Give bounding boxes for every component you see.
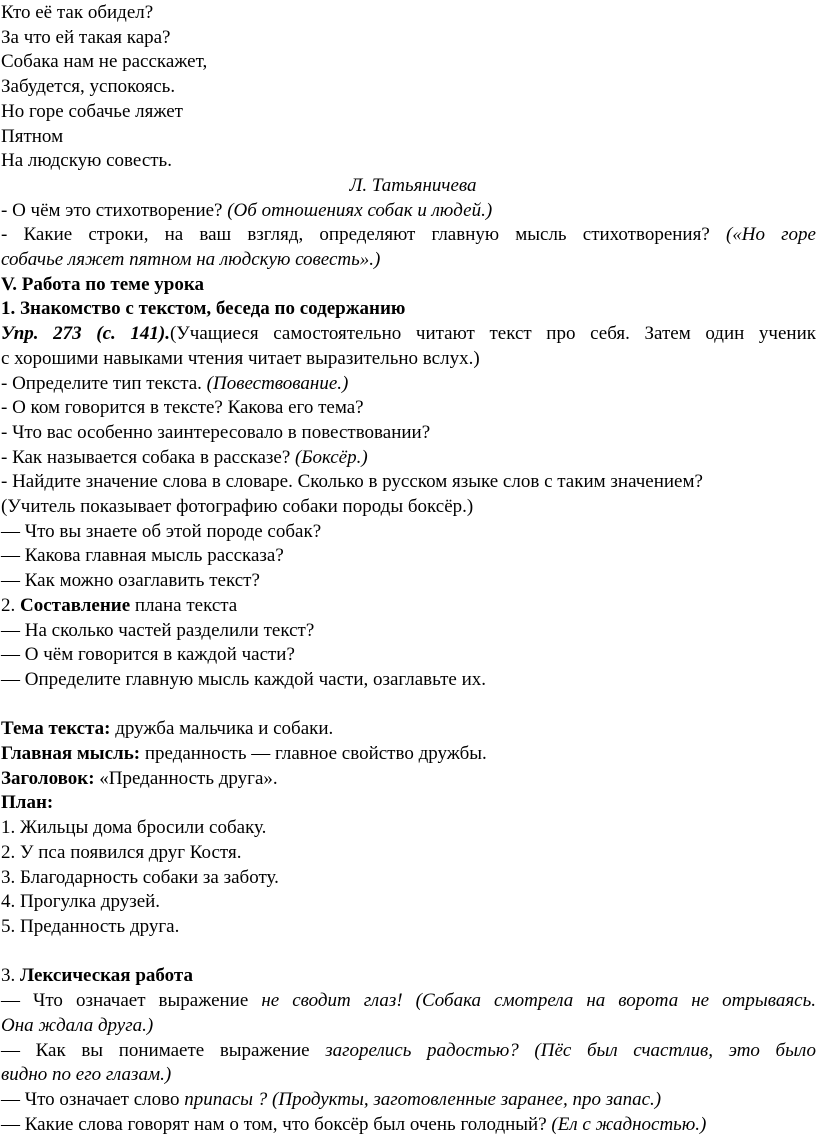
subsection-heading (0, 964, 816, 989)
question-text: — Какие слова говорят нам о том, что боксёр был очень голодный? (1, 1113, 552, 1135)
question-line: — Что вы знаете об этой породе собак? (1, 520, 322, 542)
poem-question-1 (0, 199, 816, 224)
poem-line: Но горе собачье ляжет (1, 100, 183, 122)
question-answer: (Повествование.) (206, 372, 349, 394)
question-text: - Какие строки, на ваш взгляд, определяют главную мысль стихотворения? (1, 224, 726, 246)
subsection-label: Лексическая работа (20, 965, 193, 987)
question-answer: (Боксёр.) (295, 446, 368, 468)
plan-item: 5. Преданность друга. (1, 916, 180, 937)
question-line-cont: Она ждала друга.) (1, 1014, 154, 1036)
question-answer: (Об отношениях собак и людей.) (227, 199, 493, 221)
question-line: - О ком говорится в тексте? Какова его тема? (1, 397, 364, 419)
plan-item: 3. Благодарность собаки за заботу. (1, 866, 279, 888)
poem-line: Забудется, успокоясь. (1, 76, 176, 98)
poem-line: Собака нам не расскажет, (1, 51, 208, 73)
poem-line: Пятном (1, 125, 64, 147)
poem-question-2-cont: собачье ляжет пятном на людскую совесть».) (1, 249, 381, 271)
summary-idea (0, 742, 816, 767)
subsection-label: Составление (20, 594, 131, 616)
question-line (0, 1039, 816, 1064)
exercise-line-cont: с хорошими навыками чтения читает выразительно вслух.) (1, 347, 480, 369)
question-text: — Что означает слово (1, 1088, 185, 1110)
plan-item: 2. У пса появился друг Костя. (1, 841, 242, 863)
plan-item: 4. Прогулка друзей. (1, 891, 161, 913)
question-line: — Как можно озаглавить текст? (1, 570, 260, 592)
spacer (0, 940, 816, 965)
exercise-ref: Упр. 273 (с. 141). (1, 323, 170, 345)
question-line: - Что вас особенно заинтересовало в повествовании? (1, 421, 431, 443)
subsection-label-rest: плана текста (130, 594, 238, 616)
question-line: - Найдите значение слова в словаре. Сколько в русском языке слов с таким значением? (1, 471, 703, 493)
summary-label: Заголовок: (1, 767, 95, 789)
question-term: припасы ? (Продукты, заготовленные заранее, про запас.) (184, 1088, 662, 1110)
section-heading: V. Работа по теме урока (1, 273, 205, 295)
summary-label: Тема текста: (1, 718, 111, 740)
question-term: (Ел с жадностью.) (551, 1113, 707, 1135)
summary-title (0, 767, 816, 792)
poem (0, 1, 816, 199)
question-text: — Что означает выражение (1, 990, 262, 1012)
poem-author: Л. Татьяничева (349, 174, 477, 196)
question-line-cont: видно по его глазам.) (1, 1064, 172, 1086)
summary-value: преданность — главное свойство дружбы. (140, 743, 487, 765)
question-line (0, 372, 816, 397)
subsection-heading (0, 594, 816, 619)
plan-item: 1. Жильцы дома бросили собаку. (1, 817, 267, 839)
poem-line: Кто её так обидел? (1, 2, 154, 23)
poem-line: За что ей такая кара? (1, 26, 171, 48)
exercise-text: (Учащиеся самостоятельно читают текст про себя. Затем один ученик (169, 323, 816, 345)
question-line: — Какова главная мысль рассказа? (1, 545, 284, 567)
question-line: — Определите главную мысль каждой части, озаглавьте их. (1, 668, 486, 690)
question-answer: («Но горе (725, 224, 816, 246)
spacer (0, 693, 816, 718)
poem-line: На людскую совесть. (1, 150, 172, 172)
question-text: - Определите тип текста. (1, 372, 207, 394)
subsection-heading: 1. Знакомство с текстом, беседа по содержанию (1, 298, 406, 320)
question-text: - О чём это стихотворение? (1, 199, 228, 221)
question-line (0, 1088, 816, 1113)
question-line (0, 446, 816, 471)
plan-label: План: (1, 792, 54, 814)
question-line (0, 989, 816, 1014)
teacher-note: (Учитель показывает фотографию собаки породы боксёр.) (1, 496, 474, 518)
subsection-number: 2. (1, 594, 20, 616)
poem-question-2 (0, 223, 816, 248)
document-page (0, 1, 816, 1137)
summary-value: «Преданность друга». (94, 767, 278, 789)
summary-value: дружба мальчика и собаки. (110, 718, 334, 740)
question-text: - Как называется собака в рассказе? (1, 446, 296, 468)
question-text: — Как вы понимаете выражение (1, 1039, 326, 1061)
summary-theme (0, 717, 816, 742)
subsection-number: 3. (1, 965, 20, 987)
question-term: загорелись радостью? (Пёс был счастлив, это было (325, 1039, 816, 1061)
question-line: — На сколько частей разделили текст? (1, 619, 315, 641)
question-line: — О чём говорится в каждой части? (1, 644, 295, 666)
question-term: не сводит глаз! (Собака смотрела на ворота не отрываясь. (261, 990, 816, 1012)
exercise-line (0, 322, 816, 347)
question-line (0, 1113, 816, 1138)
summary-label: Главная мысль: (1, 743, 141, 765)
